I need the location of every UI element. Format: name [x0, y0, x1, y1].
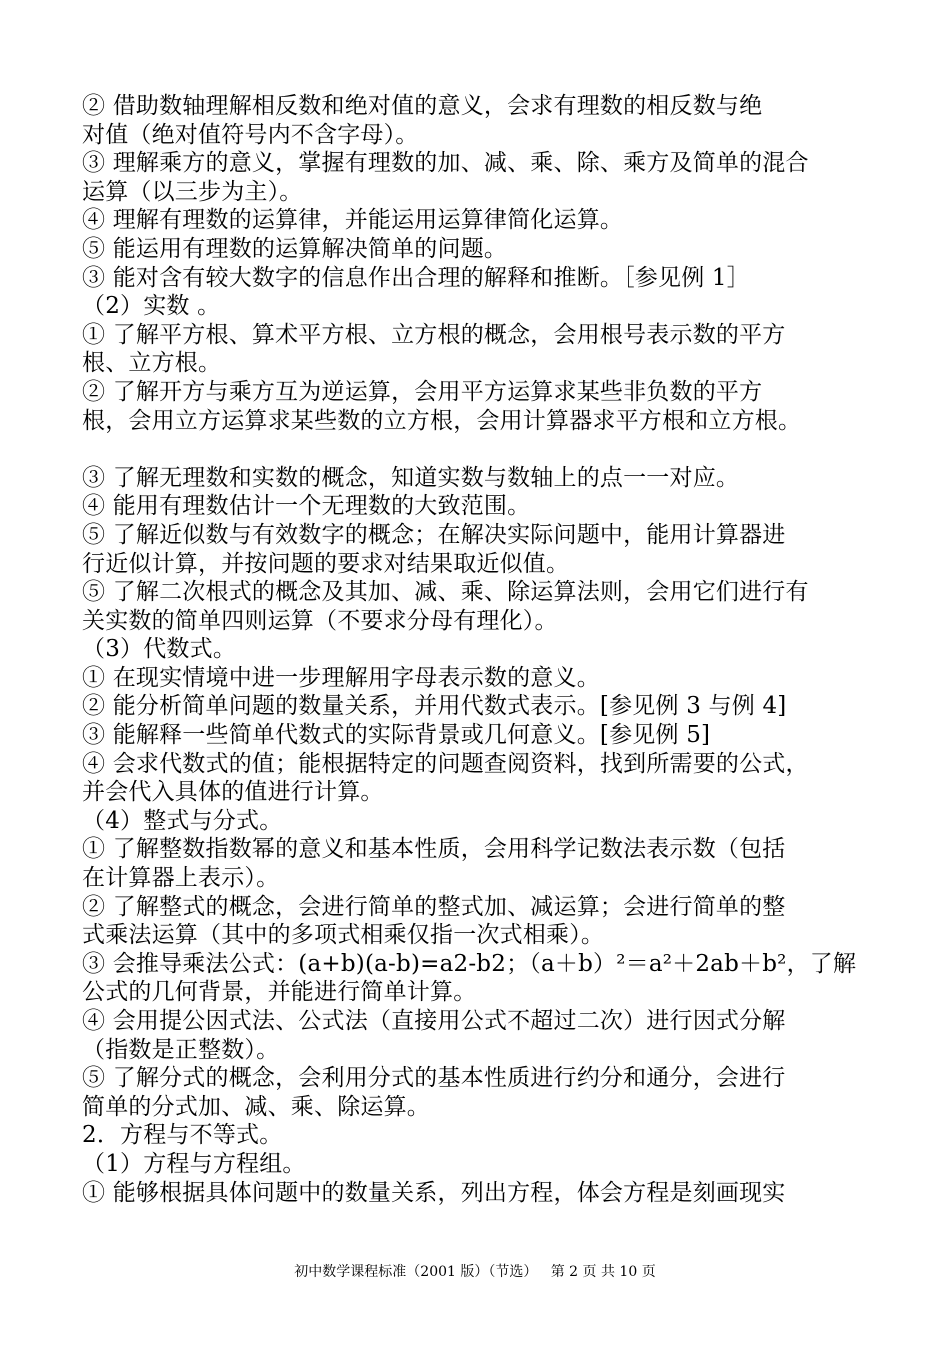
text-line: 关实数的简单四则运算（不要求分母有理化）。 [82, 607, 558, 634]
blank-line [82, 435, 882, 464]
text-line: ④ 会用提公因式法、公式法（直接用公式不超过二次）进行因式分解 [82, 1008, 786, 1034]
text-line: ③ 了解无理数和实数的概念，知道实数与数轴上的点一一对应。 [82, 464, 740, 491]
text-line: ② 能分析简单问题的数量关系，并用代数式表示。[参见例 3 与例 4] [82, 693, 787, 720]
text-line: ② 了解整式的概念，会进行简单的整式加、减运算；会进行简单的整 [82, 893, 786, 920]
document-body [82, 92, 882, 1207]
text-line: ③ 能对含有较大数字的信息作出合理的解释和推断。［参见例 1］ [82, 264, 750, 291]
text-line: ③ 能解释一些简单代数式的实际背景或几何意义。[参见例 5] [82, 722, 711, 749]
text-line: 对值（绝对值符号内不含字母）。 [82, 121, 419, 148]
text-line: ④ 理解有理数的运算律，并能运用运算律简化运算。 [82, 207, 624, 234]
text-line: ⑤ 了解近似数与有效数字的概念；在解决实际问题中，能用计算器进 [82, 521, 786, 548]
text-line: ④ 能用有理数估计一个无理数的大致范围。 [82, 493, 531, 520]
text-line: 公式的几何背景，并能进行简单计算。 [82, 979, 477, 1006]
text-line: ⑤ 能运用有理数的运算解决简单的问题。 [82, 235, 508, 262]
text-line: ② 了解开方与乘方互为逆运算，会用平方运算求某些非负数的平方 [82, 378, 763, 405]
text-line: ① 了解整数指数幂的意义和基本性质，会用科学记数法表示数（包括 [82, 836, 786, 863]
section-heading: （3）代数式。 [82, 636, 237, 663]
text-line: 根，会用立方运算求某些数的立方根，会用计算器求平方根和立方根。 [82, 407, 802, 434]
text-line: 简单的分式加、减、乘、除运算。 [82, 1093, 430, 1120]
text-line: 在计算器上表示）。 [82, 865, 280, 892]
text-line: 根、立方根。 [82, 350, 222, 377]
text-line: ① 在现实情境中进一步理解用字母表示数的意义。 [82, 664, 600, 691]
text-line: ① 了解平方根、算术平方根、立方根的概念，会用根号表示数的平方 [82, 321, 786, 348]
text-line: 式乘法运算（其中的多项式相乘仅指一次式相乘）。 [82, 922, 605, 949]
text-line: ① 能够根据具体问题中的数量关系，列出方程，体会方程是刻画现实 [82, 1179, 786, 1206]
text-line: （指数是正整数）。 [82, 1036, 280, 1063]
text-line: ⑤ 了解分式的概念，会利用分式的基本性质进行约分和通分，会进行 [82, 1065, 786, 1092]
text-line: ③ 会推导乘法公式：(a+b)(a-b)=a2-b2；（a＋b）²＝a²＋2ab＋b²，了解 [82, 950, 857, 977]
section-heading: （4）整式与分式。 [82, 807, 283, 834]
section-heading: （2）实数 。 [82, 293, 221, 320]
text-line: 行近似计算，并按问题的要求对结果取近似值。 [82, 550, 570, 577]
text-line: ② 借助数轴理解相反数和绝对值的意义，会求有理数的相反数与绝 [82, 93, 763, 119]
section-heading: 2．方程与不等式。 [82, 1122, 283, 1149]
section-heading: （1）方程与方程组。 [82, 1150, 306, 1177]
text-line: 并会代入具体的值进行计算。 [82, 779, 384, 806]
text-line: ⑤ 了解二次根式的概念及其加、减、乘、除运算法则，会用它们进行有 [82, 579, 809, 606]
text-line: 运算（以三步为主）。 [82, 178, 303, 205]
text-line: ④ 会求代数式的值；能根据特定的问题查阅资料，找到所需要的公式， [82, 750, 809, 777]
text-line: ③ 理解乘方的意义，掌握有理数的加、减、乘、除、乘方及简单的混合 [82, 150, 809, 177]
page-footer: 初中数学课程标准（2001 版）（节选） 第 2 页 共 10 页 [294, 1264, 656, 1280]
